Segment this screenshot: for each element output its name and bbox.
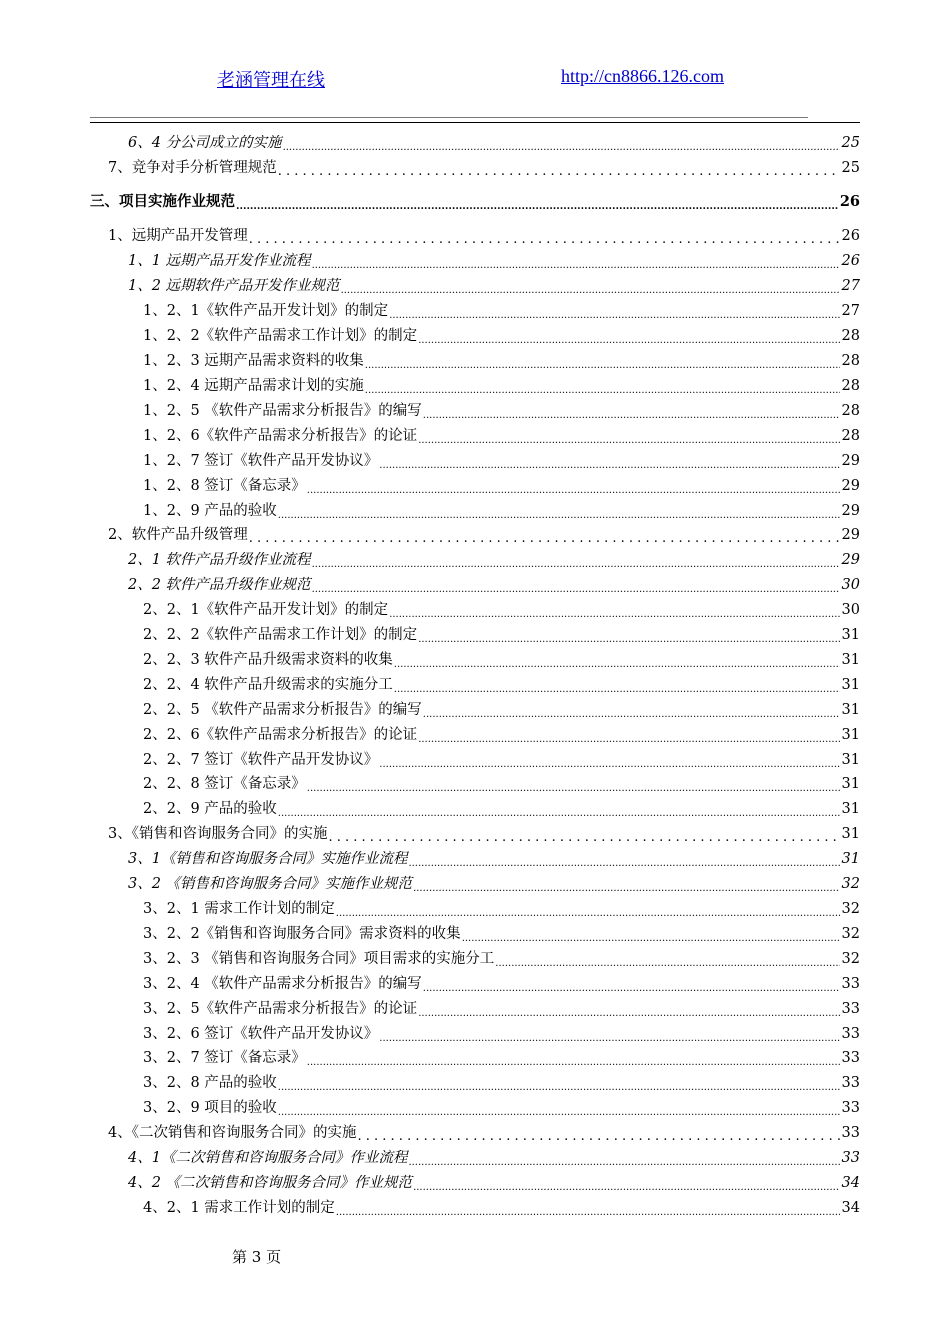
toc-entry-page: 27 — [841, 278, 860, 294]
toc-entry-page: 26 — [841, 228, 860, 244]
toc-dot-leader — [307, 1048, 840, 1068]
toc-entry-title: 2、2、2《软件产品需求工作计划》的制定 — [143, 627, 418, 643]
toc-entry[interactable] — [128, 1169, 860, 1193]
toc-entry-page: 31 — [841, 851, 860, 867]
toc-entry[interactable] — [143, 920, 860, 944]
toc-entry-page: 28 — [841, 428, 860, 444]
toc-entry-title: 2、2 软件产品升级作业规范 — [128, 577, 311, 593]
toc-dot-leader — [423, 974, 840, 994]
toc-entry[interactable] — [143, 721, 860, 745]
toc-entry-title: 3、2、9 项目的验收 — [143, 1100, 277, 1116]
toc-entry-page: 31 — [841, 627, 860, 643]
toc-dot-leader — [278, 501, 840, 521]
toc-dot-leader — [312, 550, 840, 570]
toc-entry-page: 34 — [841, 1200, 860, 1216]
toc-entry[interactable] — [128, 845, 860, 869]
toc-entry[interactable] — [108, 1119, 860, 1143]
toc-entry[interactable] — [128, 247, 860, 271]
toc-dot-leader — [389, 600, 839, 620]
toc-dot-leader — [365, 351, 840, 371]
toc-dot-leader — [283, 133, 840, 153]
toc-entry-title: 2、软件产品升级管理 — [108, 527, 248, 543]
toc-entry-title: 1、2、9 产品的验收 — [143, 503, 277, 519]
toc-entry-title: 2、2、1《软件产品开发计划》的制定 — [143, 602, 389, 618]
toc-dot-leader — [365, 376, 840, 396]
site-name-link[interactable]: 老涵管理在线 — [217, 70, 325, 90]
toc-entry-title: 2、2、5 《软件产品需求分析报告》的编写 — [143, 702, 422, 718]
toc-dot-leader — [307, 476, 840, 496]
toc-entry-title: 1、远期产品开发管理 — [108, 228, 248, 244]
toc-entry-title: 3、2、7 签订《备忘录》 — [143, 1050, 306, 1066]
toc-entry[interactable] — [143, 1194, 860, 1218]
toc-entry-page: 30 — [841, 602, 860, 618]
toc-entry-title: 3、1《销售和咨询服务合同》实施作业流程 — [128, 851, 408, 867]
toc-dot-leader — [379, 451, 839, 471]
toc-entry-page: 27 — [841, 303, 860, 319]
toc-dot-leader — [394, 675, 840, 695]
toc-dot-leader — [336, 899, 840, 919]
toc-entry-title: 2、2、4 软件产品升级需求的实施分工 — [143, 677, 393, 693]
toc-entry-title: 1、2、5 《软件产品需求分析报告》的编写 — [143, 403, 422, 419]
toc-entry[interactable] — [128, 272, 860, 296]
toc-dot-leader — [413, 1173, 839, 1193]
toc-dot-leader — [379, 1024, 839, 1044]
toc-entry-title: 3、2、1 需求工作计划的制定 — [143, 901, 335, 917]
toc-dot-leader — [357, 1123, 839, 1143]
toc-entry-page: 33 — [841, 1075, 860, 1091]
toc-entry[interactable] — [143, 770, 860, 794]
toc-entry[interactable] — [108, 222, 860, 246]
toc-dot-leader — [408, 849, 839, 869]
toc-entry-title: 4、《二次销售和咨询服务合同》的实施 — [108, 1125, 357, 1141]
toc-entry[interactable] — [143, 746, 860, 770]
toc-entry-page: 29 — [841, 478, 860, 494]
toc-entry-title: 2、2、7 签订《软件产品开发协议》 — [143, 752, 379, 768]
toc-dot-leader — [249, 226, 840, 246]
toc-dot-leader — [423, 401, 840, 421]
toc-dot-leader — [312, 251, 840, 271]
toc-entry[interactable] — [108, 521, 860, 545]
toc-entry[interactable] — [143, 696, 860, 720]
toc-entry-title: 3、2、8 产品的验收 — [143, 1075, 277, 1091]
toc-entry-page: 29 — [841, 503, 860, 519]
toc-entry-page: 26 — [841, 253, 860, 269]
toc-dot-leader — [328, 824, 839, 844]
toc-entry-title: 2、2、9 产品的验收 — [143, 801, 277, 817]
toc-entry-page: 30 — [841, 577, 860, 593]
toc-entry[interactable] — [143, 970, 860, 994]
toc-entry-title: 2、1 软件产品升级作业流程 — [128, 552, 311, 568]
toc-entry[interactable] — [143, 621, 860, 645]
toc-entry-page: 33 — [841, 1125, 860, 1141]
toc-entry-title: 1、2、7 签订《软件产品开发协议》 — [143, 453, 379, 469]
toc-entry[interactable] — [143, 497, 860, 521]
toc-dot-leader — [278, 799, 840, 819]
toc-entry-page: 34 — [841, 1175, 860, 1191]
page-header — [0, 66, 950, 92]
toc-entry-title: 1、2、6《软件产品需求分析报告》的论证 — [143, 428, 418, 444]
toc-dot-leader — [341, 276, 840, 296]
toc-entry[interactable] — [108, 154, 860, 178]
toc-entry-page: 33 — [841, 1026, 860, 1042]
toc-dot-leader — [423, 700, 840, 720]
toc-entry-title: 2、2、3 软件产品升级需求资料的收集 — [143, 652, 393, 668]
toc-entry-title: 4、2、1 需求工作计划的制定 — [143, 1200, 335, 1216]
toc-entry-page: 33 — [841, 1050, 860, 1066]
toc-entry[interactable] — [143, 472, 860, 496]
toc-dot-leader — [462, 924, 840, 944]
toc-entry[interactable] — [128, 1144, 860, 1168]
toc-entry-page: 29 — [841, 453, 860, 469]
toc-entry-page: 31 — [841, 677, 860, 693]
toc-entry-title: 3、2、2《销售和咨询服务合同》需求资料的收集 — [143, 926, 461, 942]
header-divider-thin — [90, 117, 808, 118]
toc-dot-leader — [236, 192, 838, 212]
toc-entry[interactable] — [143, 347, 860, 371]
toc-entry-title: 3、2、6 签订《软件产品开发协议》 — [143, 1026, 379, 1042]
toc-entry[interactable] — [143, 422, 860, 446]
toc-dot-leader — [418, 326, 839, 346]
toc-entry[interactable] — [143, 596, 860, 620]
toc-dot-leader — [312, 575, 840, 595]
header-divider-thick — [90, 122, 860, 123]
toc-entry[interactable] — [143, 671, 860, 695]
toc-entry-page: 31 — [841, 727, 860, 743]
toc-entry-page: 32 — [841, 926, 860, 942]
toc-entry[interactable] — [143, 1044, 860, 1068]
toc-entry-title: 1、1 远期产品开发作业流程 — [128, 253, 311, 269]
toc-entry-title: 4、1《二次销售和咨询服务合同》作业流程 — [128, 1150, 408, 1166]
toc-entry-title: 1、2、4 远期产品需求计划的实施 — [143, 378, 364, 394]
toc-entry[interactable] — [90, 188, 860, 212]
toc-entry-page: 32 — [841, 901, 860, 917]
toc-entry-title: 2、2、8 签订《备忘录》 — [143, 776, 306, 792]
toc-entry[interactable] — [143, 397, 860, 421]
toc-entry[interactable] — [143, 995, 860, 1019]
toc-entry-title: 1、2、1《软件产品开发计划》的制定 — [143, 303, 389, 319]
toc-entry[interactable] — [128, 571, 860, 595]
toc-dot-leader — [418, 426, 839, 446]
toc-entry-page: 31 — [841, 826, 860, 842]
site-url-link[interactable]: http://cn8866.126.com — [561, 66, 724, 86]
toc-entry-page: 28 — [841, 328, 860, 344]
toc-entry[interactable] — [143, 372, 860, 396]
toc-entry-page: 31 — [841, 776, 860, 792]
toc-entry-title: 1、2、8 签订《备忘录》 — [143, 478, 306, 494]
toc-entry[interactable] — [128, 129, 860, 153]
toc-dot-leader — [278, 1098, 840, 1118]
toc-entry-title: 2、2、6《软件产品需求分析报告》的论证 — [143, 727, 418, 743]
toc-entry-title: 3、2、3 《销售和咨询服务合同》项目需求的实施分工 — [143, 951, 495, 967]
toc-entry[interactable] — [143, 1069, 860, 1093]
toc-entry[interactable] — [108, 820, 860, 844]
toc-dot-leader — [336, 1198, 840, 1218]
toc-dot-leader — [379, 750, 839, 770]
toc-entry-page: 31 — [841, 752, 860, 768]
toc-entry-title: 1、2、3 远期产品需求资料的收集 — [143, 353, 364, 369]
toc-entry-page: 32 — [841, 876, 860, 892]
toc-dot-leader — [278, 1073, 840, 1093]
toc-entry-page: 33 — [841, 1001, 860, 1017]
toc-entry[interactable] — [143, 895, 860, 919]
toc-entry-page: 28 — [841, 378, 860, 394]
toc-dot-leader — [413, 874, 839, 894]
toc-entry-title: 3、2 《销售和咨询服务合同》实施作业规范 — [128, 876, 413, 892]
toc-entry-page: 31 — [841, 652, 860, 668]
toc-entry-page: 33 — [841, 1150, 860, 1166]
toc-entry-title: 3、2、5《软件产品需求分析报告》的论证 — [143, 1001, 418, 1017]
toc-entry[interactable] — [143, 795, 860, 819]
toc-entry[interactable] — [128, 546, 860, 570]
toc-entry[interactable] — [143, 297, 860, 321]
toc-entry-title: 4、2 《二次销售和咨询服务合同》作业规范 — [128, 1175, 413, 1191]
toc-dot-leader — [418, 725, 839, 745]
toc-dot-leader — [278, 158, 840, 178]
toc-entry-title: 6、4 分公司成立的实施 — [128, 135, 282, 151]
toc-entry-page: 28 — [841, 403, 860, 419]
toc-entry[interactable] — [143, 1020, 860, 1044]
toc-entry-title: 7、竞争对手分析管理规范 — [108, 160, 277, 176]
toc-entry-page: 33 — [841, 976, 860, 992]
toc-dot-leader — [418, 999, 839, 1019]
toc-dot-leader — [408, 1148, 839, 1168]
toc-entry-title: 1、2、2《软件产品需求工作计划》的制定 — [143, 328, 418, 344]
toc-dot-leader — [249, 525, 840, 545]
toc-entry[interactable] — [143, 646, 860, 670]
toc-entry-title: 3、2、4 《软件产品需求分析报告》的编写 — [143, 976, 422, 992]
toc-entry-page: 28 — [841, 353, 860, 369]
toc-entry[interactable] — [143, 1094, 860, 1118]
toc-entry-title: 三、项目实施作业规范 — [90, 193, 235, 210]
toc-entry[interactable] — [143, 322, 860, 346]
toc-entry-page: 32 — [841, 951, 860, 967]
toc-entry[interactable] — [128, 870, 860, 894]
toc-dot-leader — [307, 774, 840, 794]
toc-dot-leader — [418, 625, 839, 645]
toc-entry-page: 29 — [841, 552, 860, 568]
toc-entry[interactable] — [143, 447, 860, 471]
toc-dot-leader — [389, 301, 839, 321]
toc-entry-page: 29 — [841, 527, 860, 543]
toc-entry-page: 25 — [841, 135, 860, 151]
toc-dot-leader — [394, 650, 840, 670]
toc-entry-page: 33 — [841, 1100, 860, 1116]
toc-entry-title: 3、《销售和咨询服务合同》的实施 — [108, 826, 328, 842]
toc-dot-leader — [495, 949, 839, 969]
toc-entry-page: 26 — [839, 193, 860, 210]
toc-entry-page: 31 — [841, 801, 860, 817]
toc-entry-page: 31 — [841, 702, 860, 718]
toc-entry-title: 1、2 远期软件产品开发作业规范 — [128, 278, 340, 294]
toc-entry[interactable] — [143, 945, 860, 969]
page-number: 第 3 页 — [232, 1248, 282, 1266]
toc-entry-page: 25 — [841, 160, 860, 176]
